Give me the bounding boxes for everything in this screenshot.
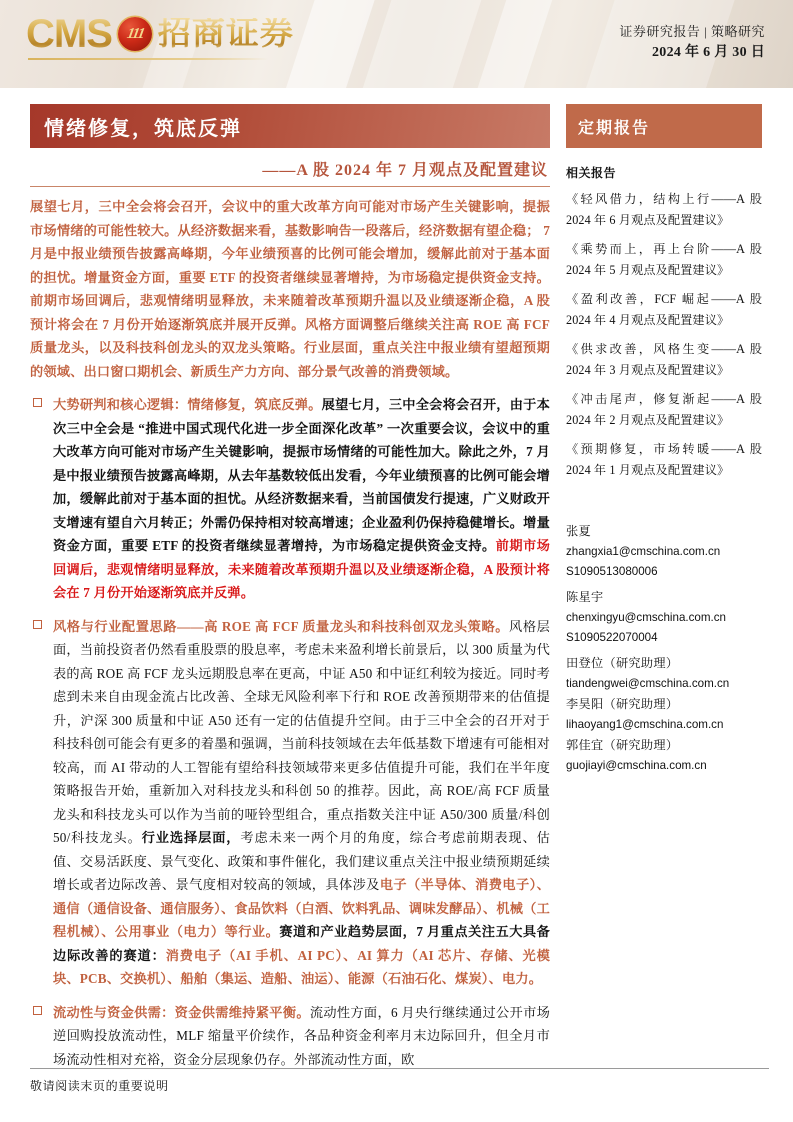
page-header [0, 0, 793, 88]
bullet-2-emphasis-1: 电子（半导体、消费电子）、通信（通信设备、通信服务）、食品饮料（白酒、饮料乳品、调味发酵品）、机械（工程机械）、公用事业（电力）等行业。 [53, 877, 550, 939]
analyst-name: 李昊阳（研究助理） [566, 696, 679, 711]
square-bullet-icon [30, 393, 53, 414]
analyst-email[interactable]: guojiayi@cmschina.com.cn [566, 759, 707, 773]
footer-disclaimer-note: 敬请阅读末页的重要说明 [30, 1079, 169, 1093]
bullet-3-lead: 流动性与资金供需：资金供需维持紧平衡。 [53, 1004, 310, 1020]
bullet-2-sublead-1: 行业选择层面， [141, 830, 241, 845]
bullet-section-2 [30, 615, 550, 991]
bullet-section-1 [30, 393, 550, 605]
logo-underline-divider [28, 58, 268, 60]
analyst-name: 陈星宇 [566, 589, 604, 604]
logo-emblem-glyph: 111 [125, 25, 145, 42]
related-reports-list [566, 189, 762, 480]
analyst-license-code: S1090522070004 [566, 631, 658, 645]
list-item[interactable]: 《预期修复，市场转暖——A 股 2024 年 1 月观点及配置建议》 [566, 442, 762, 477]
page-footer [30, 1068, 769, 1094]
bullet-2-text-1: 风格层面，当前投资者仍然看重股票的股息率，考虑未来盈利增长前景后，以 300 质量为代表的高 ROE 高 FCF 龙头远期股息率在更高，中证 A50 和中证红利较为接近。同时考虑到未来自由现金流占比改善、全球无风险利率下行和 ROE 改善预期带来的估值提升，沪深 300 质量和中证 A50 还有一定的估值提升空间。由于三中全会的召开对于科技科创可能会有更多的着墨和强调，当前科技领域在去年低基数下增速有可能相对较高，而 AI 带动的人工智能有望给科技领域带来更多估值提升可能，我们在半年度策略报告开始，重新加入对科技龙头和科创 50 的推荐。因此，高 ROE/高 FCF 质量龙头和科技龙头可以作为当前的哑铃型组合，重点指数关注中证 A50/300 质量/科创 50/科技龙头。 [53, 618, 550, 845]
bullet-section-3 [30, 1001, 550, 1072]
page-body [0, 88, 793, 1067]
analyst-email[interactable]: lihaoyang1@cmschina.com.cn [566, 717, 724, 731]
company-logo [26, 14, 294, 54]
report-subtitle: ——A 股 2024 年 7 月观点及配置建议 [262, 162, 548, 179]
bullet-2-lead: 风格与行业配置思路——高 ROE 高 FCF 质量龙头和科技科创双龙头策略。 [53, 618, 510, 634]
report-subtitle-row [30, 148, 550, 187]
sidebar-band-title: 定期报告 [578, 119, 651, 137]
bullet-1-text: 展望七月，三中全会将会召开，由于本次三中全会是 “推进中国式现代化进一步全面深化改革” 一次重要会议，会议中的重大改革方向可能对市场产生关键影响，提振市场情绪的可能性加大。除此之外，7 月是中报业绩预告披露高峰期，从去年基数较低出发看，今年业绩预喜的比例可能会增加，缓解此前对于基本面的担忧。从经济数据来看，当前国债发行提速，广义财政开支增速有望自六月转正；外需仍保持相对较高增速；企业盈利仍保持稳健增长。增量资金方面，重要 ETF 的投资者继续显著增持，为市场稳定提供资金支持。 [53, 397, 550, 553]
analyst-contact-list [566, 522, 762, 775]
analyst-name: 张夏 [566, 524, 591, 538]
related-reports-title: 相关报告 [566, 166, 617, 180]
analyst-name: 郭佳宜（研究助理） [566, 738, 679, 753]
bullet-1-highlight: 前期市场回调后，悲观情绪明显释放，未来随着改革预期升温以及业绩逐渐企稳，A 股预计将会在 7 月份开始逐渐筑底并反弹。 [53, 538, 550, 600]
analyst-license-code: S1090513080006 [566, 565, 658, 579]
analyst-email[interactable]: chenxingyu@cmschina.com.cn [566, 610, 726, 624]
bullet-1-lead: 大势研判和核心逻辑：情绪修复，筑底反弹。 [53, 397, 322, 412]
header-meta [619, 22, 765, 64]
executive-summary: 展望七月，三中全会将会召开，会议中的重大改革方向可能对市场产生关键影响，提振市场情绪的可能性较大。从经济数据来看，基数影响告一段落后，经济数据有望企稳； 7 月是中报业绩预告披露高峰期，今年业绩预喜的比例可能会增加，缓解此前对于基本面的担忧。增量资金方面，重要 ETF 的投资者继续显著增持，为市场稳定提供资金支持。前期市场回调后，悲观情绪明显释放，未来随着改革预期升温以及业绩逐渐企稳，A 股预计将会在 7 月份开始逐渐筑底并展开反弹。风格方面调整后继续关注高 ROE 高 FCF 质量龙头，以及科技科创龙头的双龙头策略。行业层面，重点关注中报业绩有望超预期的领域、出口窗口期机会、新质生产力方向、部分景气改善的消费领域。 [30, 199, 550, 379]
analyst-email[interactable]: tiandengwei@cmschina.com.cn [566, 676, 730, 690]
square-bullet-icon [30, 615, 53, 636]
square-bullet-icon [30, 1001, 53, 1022]
analyst-name: 田登位（研究助理） [566, 655, 679, 670]
logo-chinese-text: 招商证券 [157, 15, 294, 52]
page-title: 情绪修复，筑底反弹 [44, 117, 242, 140]
bullet-section-2-body [53, 615, 550, 991]
list-item[interactable]: 《供求改善，风格生变——A 股 2024 年 3 月观点及配置建议》 [566, 342, 762, 377]
list-item[interactable]: 《盈利改善，FCF 崛起——A 股 2024 年 4 月观点及配置建议》 [566, 292, 762, 327]
report-type-label: 证券研究报告 | 策略研究 [619, 24, 765, 39]
bullet-2-emphasis-2: 消费电子（AI 手机、AI PC）、AI 算力（AI 芯片、存储、光模块、PCB、交换机）、船舶（集运、造船、油运）、能源（石油石化、煤炭）、电力。 [53, 947, 550, 986]
analyst-email[interactable]: zhangxia1@cmschina.com.cn [566, 545, 721, 558]
bullet-2-sublead-2: 赛道和产业趋势层面，7 月重点关注五大具备边际改善的赛道： [53, 924, 550, 963]
list-item[interactable]: 《乘势而上，再上台阶——A 股 2024 年 5 月观点及配置建议》 [566, 242, 762, 277]
bullet-section-1-body [53, 393, 550, 605]
list-item[interactable]: 《冲击尾声，修复渐起——A 股 2024 年 2 月观点及配置建议》 [566, 392, 762, 427]
sidebar [566, 104, 762, 1048]
logo-latin-text: CMS [26, 12, 112, 56]
bullet-3-text: 流动性方面，6 月央行继续通过公开市场逆回购投放流动性，MLF 缩量平价续作，各品种资金利率月末边际回升，但全月市场流动性相对充裕，资金分层现象仍存。外部流动性方面，欧 [53, 1004, 550, 1067]
main-column [30, 104, 550, 1067]
decorative-arrow-shape [356, 0, 495, 88]
sidebar-band [566, 104, 762, 148]
logo-emblem-icon [118, 17, 152, 51]
report-title-band [30, 104, 550, 148]
decorative-arrow-shape [471, 0, 556, 88]
bullet-section-3-body [53, 1001, 550, 1072]
list-item[interactable]: 《轻风借力，结构上行——A 股 2024 年 6 月观点及配置建议》 [566, 192, 762, 227]
report-date: 2024 年 6 月 30 日 [652, 45, 765, 61]
bullet-2-text-2: 考虑未来一两个月的角度，综合考虑前期表现、估值、交易活跃度、景气变化、政策和事件催化，我们建议重点关注中报业绩预期延续增长或者边际改善、景气度相对较高的领域，具体涉及 [53, 830, 550, 892]
